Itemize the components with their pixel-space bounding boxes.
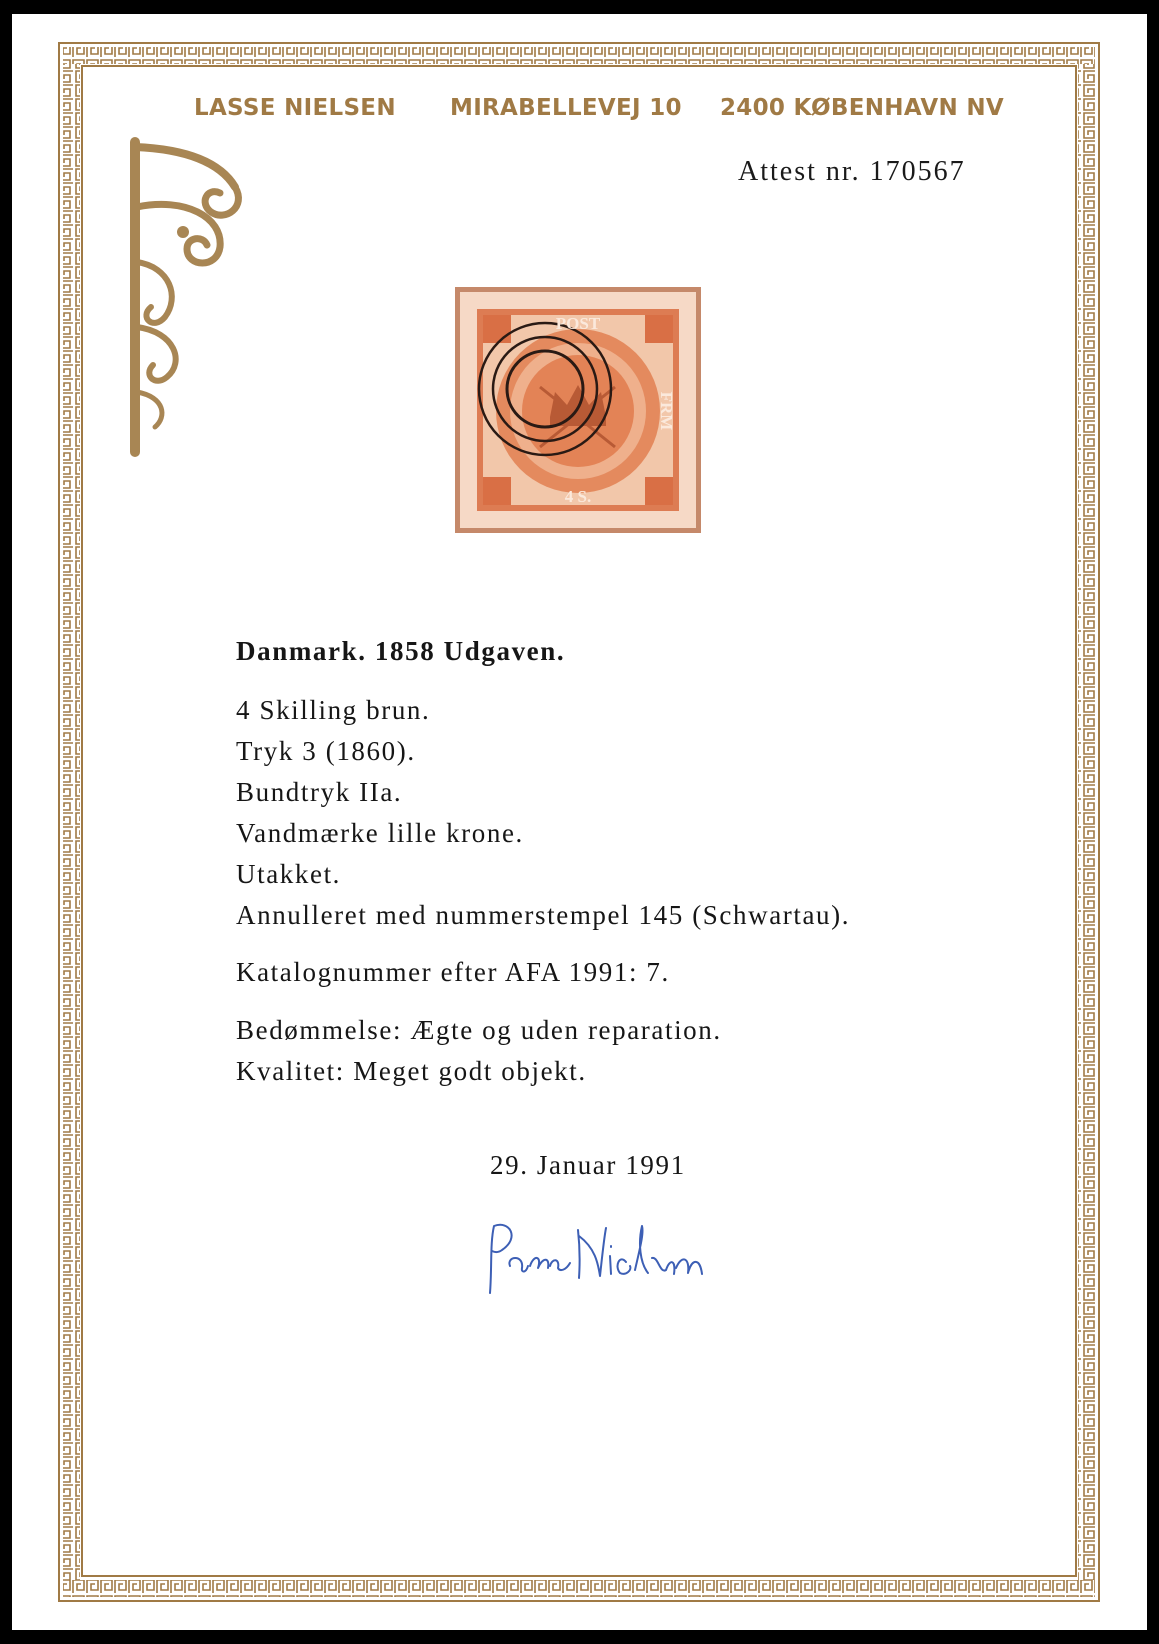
- certificate-date: 29. Januar 1991: [490, 1150, 686, 1180]
- description-line: Tryk 3 (1860).: [236, 736, 416, 766]
- stamp-bottom-label: 4 S.: [564, 487, 592, 506]
- catalog-number: Katalognummer efter AFA 1991: 7.: [236, 957, 670, 987]
- assessment: Bedømmelse: Ægte og uden reparation.: [236, 1015, 722, 1045]
- issuer-city: 2400 KØBENHAVN NV: [720, 95, 1004, 121]
- description-line: 4 Skilling brun.: [236, 695, 431, 725]
- issuer-name: LASSE NIELSEN: [194, 95, 396, 121]
- certificate-title: Danmark. 1858 Udgaven.: [236, 636, 566, 666]
- stamp-top-label: POST: [555, 314, 601, 333]
- description-line: Vandmærke lille krone.: [236, 818, 524, 848]
- scroll-ornament-icon: [125, 137, 255, 457]
- attest-number: Attest nr. 170567: [738, 156, 966, 187]
- description-line: Annulleret med nummerstempel 145 (Schwartau).: [236, 900, 851, 930]
- quality: Kvalitet: Meget godt objekt.: [236, 1056, 587, 1086]
- description-line: Bundtryk IIa.: [236, 777, 403, 807]
- signature-text: Lasse Nielsen: [480, 1218, 486, 1219]
- issuer-street: MIRABELLEVEJ 10: [450, 95, 682, 121]
- signature: [480, 1218, 720, 1298]
- stamp-image: [455, 287, 701, 533]
- description-line: Utakket.: [236, 859, 342, 889]
- stamp-right-label: FRM: [657, 391, 676, 431]
